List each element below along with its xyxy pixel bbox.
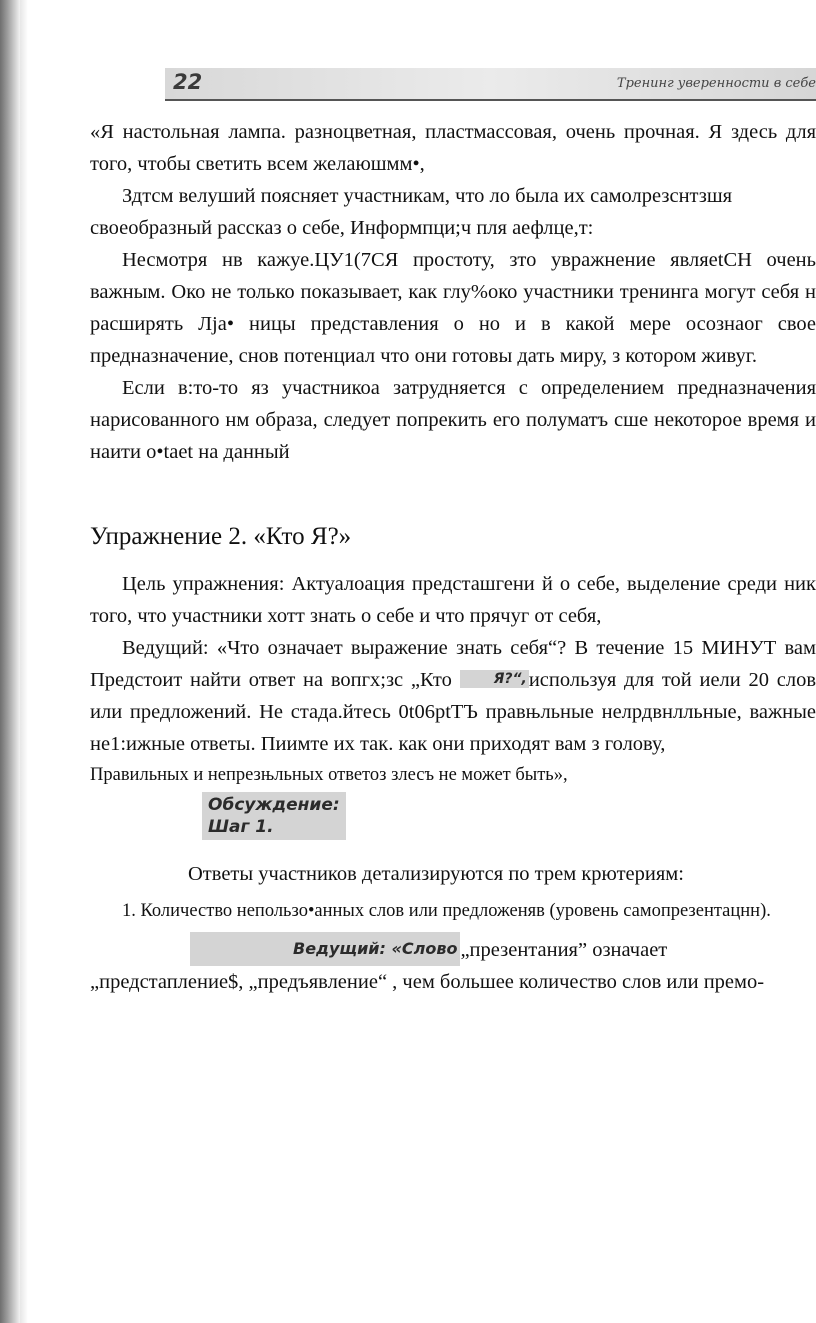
paragraph-lamp-quote: «Я настольная лампа. разноцветная, пластмассовая, очень прочная. Я здесь для того, чтобы светить всем желаюшмм•, (90, 121, 816, 175)
discussion-step-box (202, 792, 346, 840)
who-am-i-box: Я?“, (460, 670, 529, 688)
paragraph-exercise-importance: Несмотря нв кажуе.ЦУ1(7СЯ простоту, зто увражнение являetСН очень важным. Око не только показывает, как глу%око участники тренинга могут себя н расширять Лја• ницы представления о но и в какой мере осознаог свое предназначение, снов потенциал что они готовы дать миру, з котором живуг. (90, 249, 816, 367)
criterion-1: 1. Количество непользо•анных слов или предложеняв (уровень самопрезентацнн). (122, 901, 771, 921)
page-number: 22 (173, 70, 203, 94)
instruction-text-start: Ведущий: «Что означает выражение знать себя“? В течение 15 МИНУТ вам Предстоит найти ответ на вопгх;зс „Кто (90, 637, 816, 691)
book-gutter (20, 0, 28, 1323)
book-binding-shadow (0, 0, 20, 1323)
instruction-text-end: используя для той иели 20 слов или предложений. Не стада.йтесь 0t06ptТЪ правњльные нелрдвнлльные, важные не1:ижные ответы. Пиимте их так. как они приходят вам з голову, (90, 669, 816, 755)
page-body (90, 116, 816, 998)
exercise-instruction (90, 632, 816, 760)
exercise-goal: Цель упражнения: Актуалоация предсташгени й о себе, выделение среди ник того, что участники хотт знать о себе и что прячуг от себя, (90, 573, 816, 627)
lead-paragraph (90, 932, 816, 998)
exercise-heading: Упражнение 2. «Кто Я?» (90, 523, 352, 550)
paragraph-difficulty-note: Если в:то-то яз участникоа затрудняется с определением предназначения нарисованного нм образа, следует попрекить его полуматъ сше некоторое время и наити о•taet на данный (90, 377, 816, 463)
page-header (165, 68, 816, 100)
running-title: Тренинг уверенности в себе (616, 76, 816, 91)
paragraph-facilitator-explains: Здтсм велуший поясняет участникам, что ло была их самолрезснтзшя своеобразный рассказ о себе, Информпци;ч пля аефлце,т: (90, 185, 733, 239)
instruction-closing: Правильных и непрезњльных ответоз злесъ не может быть», (90, 765, 568, 785)
header-rule (165, 99, 816, 101)
lead-text: „презентания” означает „предстапление$, „предъявление“ , чем большее количество слов или премо- (90, 939, 765, 993)
discussion-label: Обсуждение: (208, 795, 340, 815)
lead-box: Ведущий: «Слово (190, 932, 460, 966)
criteria-intro: Ответы участников детализируются по трем крютериям: (188, 863, 684, 885)
step-label: Шаг 1. (208, 817, 274, 837)
